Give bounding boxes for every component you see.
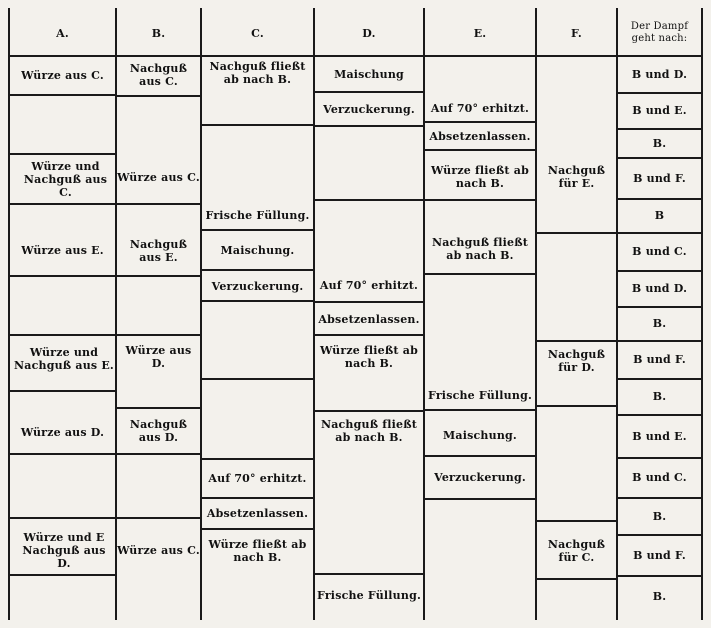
cell-a: Würze und Nachguß aus E. [14, 346, 114, 372]
row-rule [616, 340, 703, 342]
row-rule [8, 334, 115, 336]
column-rule [535, 8, 537, 620]
row-rule [616, 497, 703, 499]
column-header-a: A. [56, 26, 69, 40]
row-rule [200, 124, 313, 126]
cell-b: Würze aus D. [125, 344, 192, 370]
row-rule [200, 300, 313, 302]
cell-d: Frische Füllung. [317, 588, 421, 602]
row-rule [200, 458, 313, 460]
cell-e: Absetzenlassen. [429, 129, 531, 143]
cell-steam: B und E. [632, 429, 687, 443]
row-rule [616, 457, 703, 459]
row-rule [423, 455, 535, 457]
row-rule [535, 405, 616, 407]
column-header-f: F. [571, 26, 582, 40]
cell-c: Würze fließt ab nach B. [208, 538, 307, 564]
cell-steam: B. [652, 390, 667, 403]
row-rule [8, 517, 115, 519]
cell-f: Nachguß für C. [547, 538, 606, 564]
cell-e: Frische Füllung. [428, 388, 532, 402]
row-rule [616, 534, 703, 536]
row-rule [8, 390, 115, 392]
cell-b: Nachguß aus E. [129, 238, 188, 264]
cell-e: Maischung. [443, 428, 517, 442]
cell-a: Würze und E Nachguß aus D. [22, 530, 106, 570]
row-rule [423, 273, 535, 275]
row-rule [115, 334, 200, 336]
cell-steam: B und D. [631, 282, 688, 295]
cell-steam: B. [652, 136, 667, 150]
row-rule [8, 574, 115, 576]
row-rule [8, 203, 115, 205]
row-rule [8, 94, 115, 96]
row-rule [200, 528, 313, 530]
cell-e: Auf 70° erhitzt. [430, 101, 530, 115]
row-rule [616, 306, 703, 308]
row-rule [8, 453, 115, 455]
cell-steam: B. [652, 509, 667, 523]
row-rule [616, 270, 703, 272]
cell-d: Auf 70° erhitzt. [319, 278, 419, 292]
cell-c: Verzuckerung. [211, 279, 304, 293]
row-rule [115, 95, 200, 97]
row-rule [616, 157, 703, 159]
row-rule [423, 498, 535, 500]
row-rule [115, 517, 200, 519]
cell-steam: B [654, 208, 665, 222]
cell-a: Würze aus E. [21, 243, 104, 257]
cell-d: Maischung [334, 67, 404, 81]
cell-steam: B und E. [632, 104, 687, 117]
column-header-c: C. [251, 26, 264, 40]
cell-steam: B. [652, 589, 667, 603]
row-rule [423, 121, 535, 123]
cell-d: Absetzenlassen. [318, 312, 420, 326]
row-rule [616, 575, 703, 577]
cell-d: Nachguß fließt ab nach B. [320, 418, 418, 444]
row-rule [616, 92, 703, 94]
row-rule [115, 203, 200, 205]
row-rule [313, 334, 423, 336]
cell-f: Nachguß für D. [547, 348, 606, 374]
column-rule [115, 8, 117, 620]
cell-a: Würze aus C. [21, 68, 104, 82]
cell-b: Nachguß aus C. [129, 62, 188, 88]
cell-steam: B und F. [633, 171, 686, 185]
column-rule [701, 8, 703, 620]
row-rule [423, 199, 535, 201]
row-rule [313, 573, 423, 575]
cell-b: Würze aus C. [117, 170, 200, 184]
cell-steam: B. [652, 317, 667, 330]
cell-c: Absetzenlassen. [206, 506, 309, 520]
row-rule [535, 578, 616, 580]
row-rule [313, 91, 423, 93]
cell-c: Auf 70° erhitzt. [208, 471, 307, 485]
cell-e: Verzuckerung. [434, 470, 526, 484]
cell-d: Würze fließt ab nach B. [320, 344, 418, 370]
column-rule [8, 8, 10, 620]
header-rule [8, 55, 703, 57]
cell-c: Maischung. [220, 243, 295, 257]
cell-c: Frische Füllung. [205, 208, 310, 222]
cell-steam: B und C. [632, 471, 687, 484]
row-rule [115, 407, 200, 409]
row-rule [535, 232, 616, 234]
column-header-e: E. [473, 26, 487, 40]
row-rule [313, 301, 423, 303]
cell-a: Würze und Nachguß aus C. [23, 159, 108, 199]
cell-steam: B und D. [631, 67, 688, 81]
row-rule [200, 378, 313, 380]
row-rule [8, 275, 115, 277]
cell-steam: B und F. [633, 548, 686, 562]
cell-c: Nachguß fließt ab nach B. [209, 60, 306, 86]
column-header-steam: Der Dampf geht nach: [630, 21, 689, 44]
cell-a: Würze aus D. [20, 425, 105, 439]
cell-f: Nachguß für E. [547, 164, 606, 190]
cell-d: Verzuckerung. [323, 102, 415, 116]
row-rule [115, 453, 200, 455]
cell-e: Nachguß fließt ab nach B. [431, 236, 529, 262]
row-rule [423, 149, 535, 151]
row-rule [313, 199, 423, 201]
row-rule [8, 153, 115, 155]
cell-b: Würze aus C. [117, 543, 200, 557]
row-rule [115, 275, 200, 277]
row-rule [616, 232, 703, 234]
cell-b: Nachguß aus D. [129, 418, 188, 444]
column-header-b: B. [151, 26, 166, 40]
cell-e: Würze fließt ab nach B. [431, 164, 529, 190]
row-rule [200, 269, 313, 271]
row-rule [616, 378, 703, 380]
cell-steam: B und C. [632, 245, 687, 258]
row-rule [535, 520, 616, 522]
row-rule [616, 414, 703, 416]
row-rule [423, 409, 535, 411]
cell-steam: B und F. [633, 353, 686, 366]
column-header-d: D. [362, 26, 376, 40]
row-rule [313, 125, 423, 127]
row-rule [200, 497, 313, 499]
row-rule [200, 229, 313, 231]
